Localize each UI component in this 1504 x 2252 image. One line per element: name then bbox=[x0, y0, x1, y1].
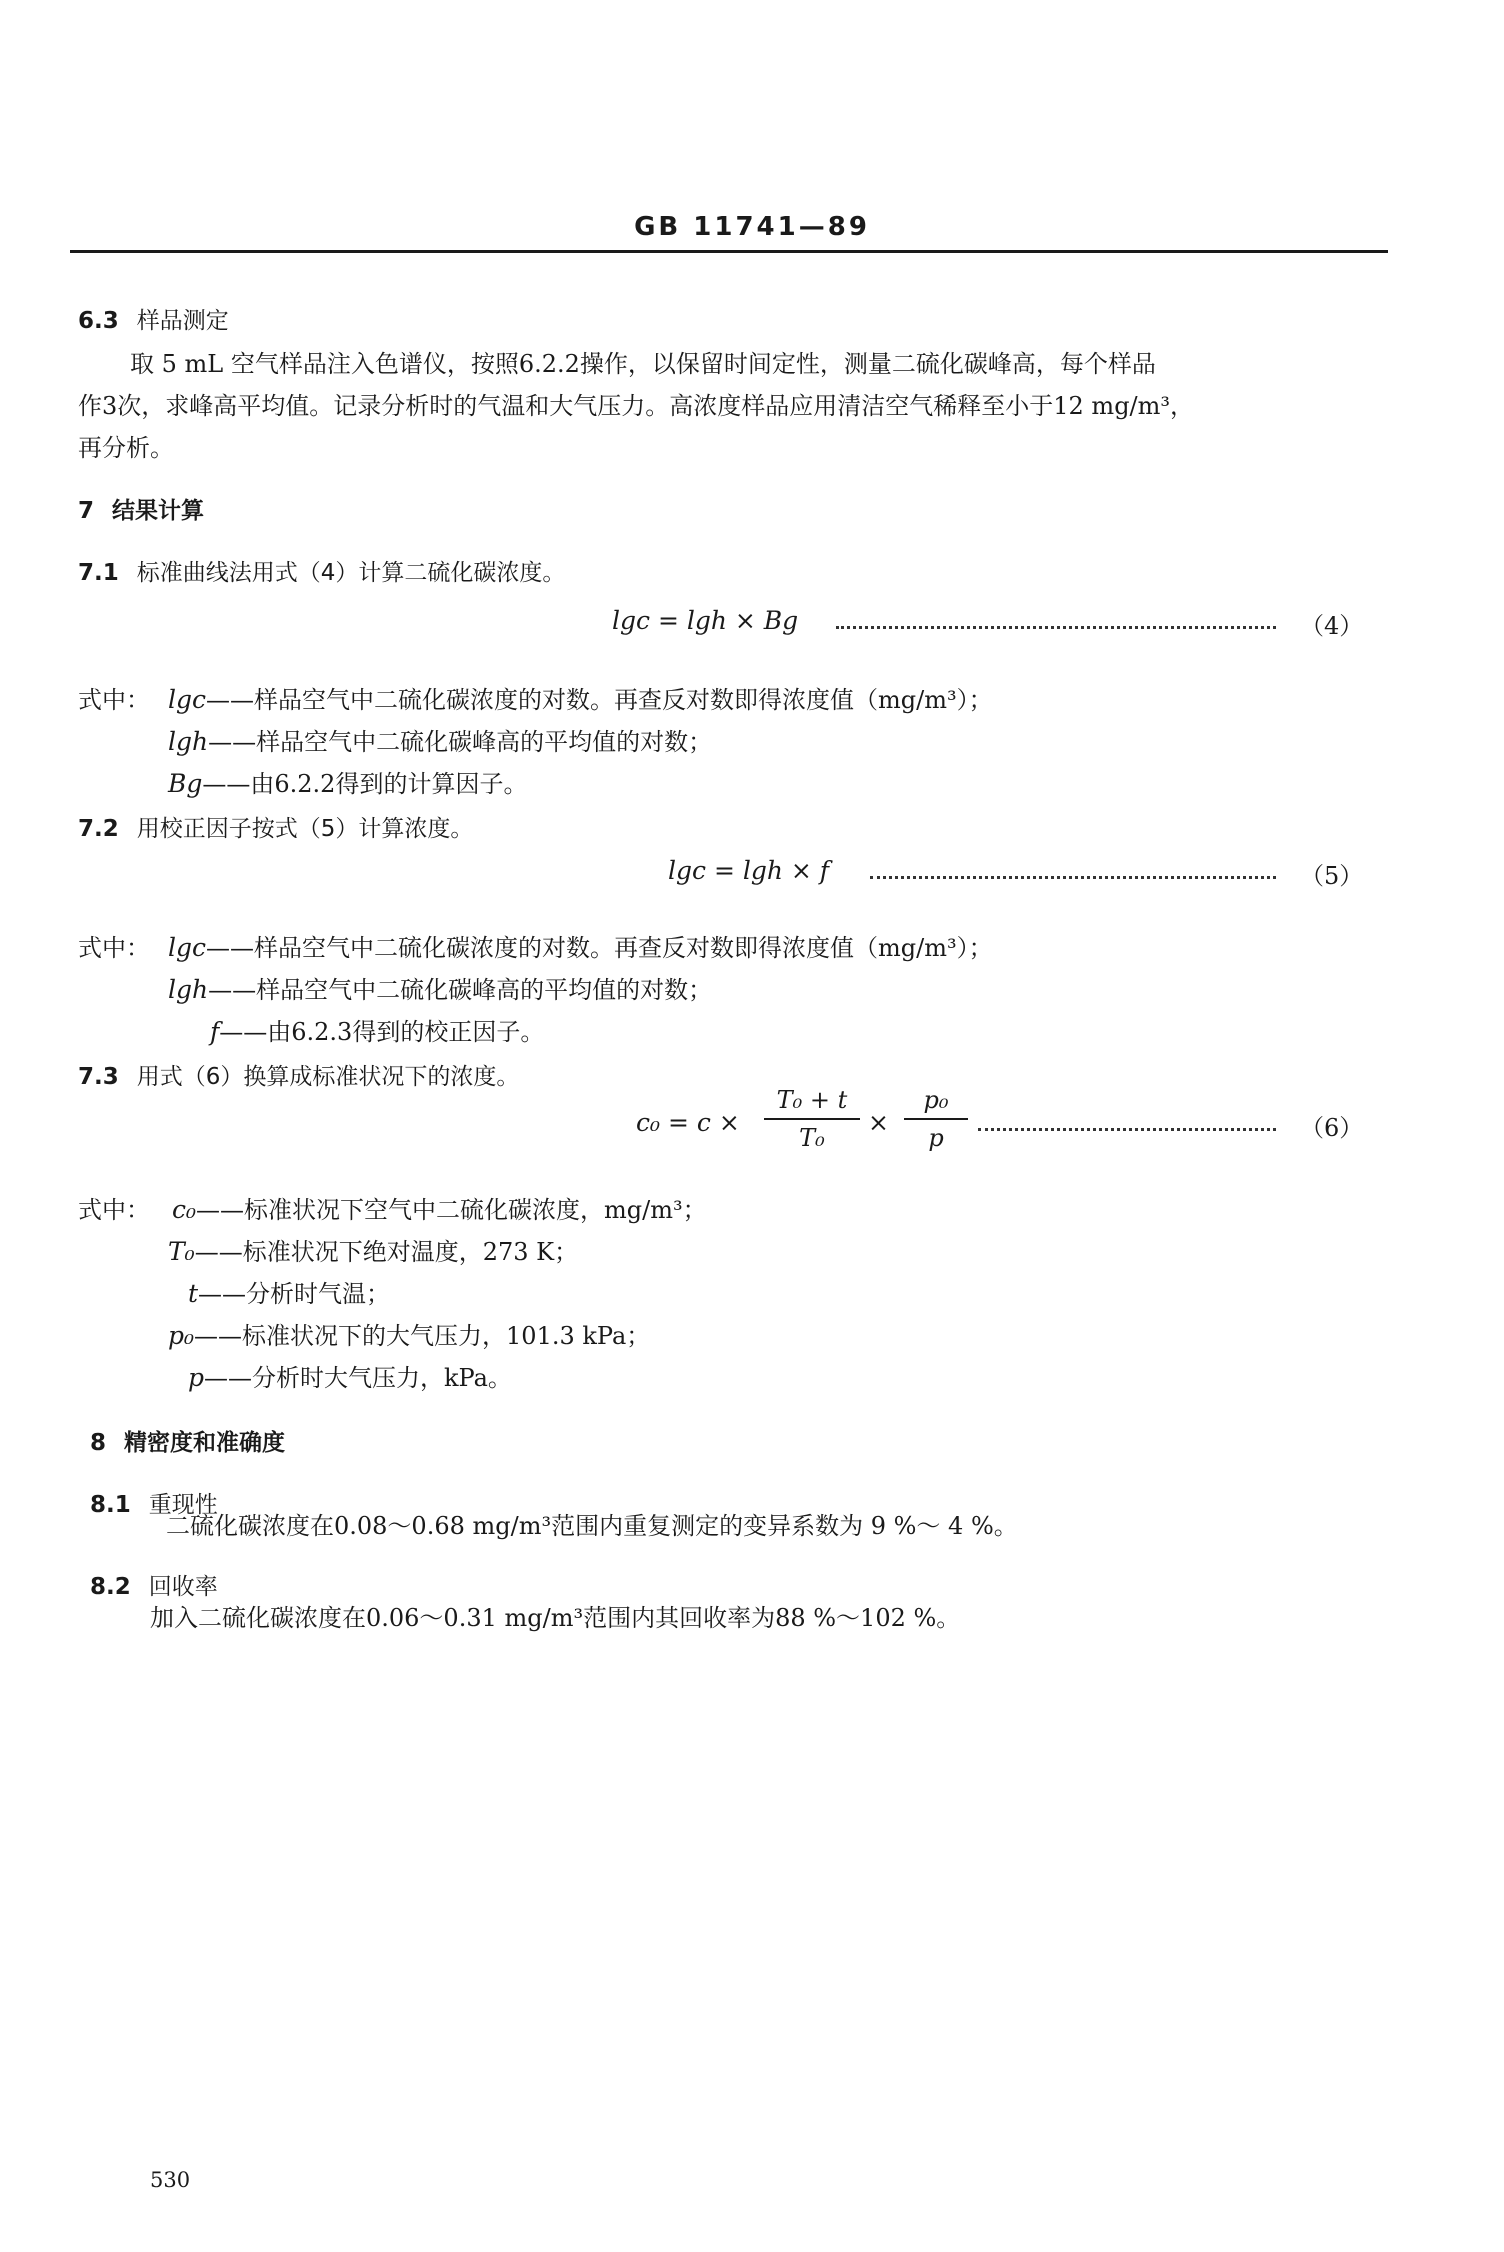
definition-row bbox=[168, 928, 993, 963]
section-number: 6.3 bbox=[78, 308, 119, 334]
definition-symbol: T₀ bbox=[168, 1237, 195, 1266]
where-label: 式中： bbox=[78, 1196, 150, 1224]
times-sign: × bbox=[868, 1108, 889, 1137]
section-number: 7.2 bbox=[78, 816, 119, 842]
definition-symbol: lgh bbox=[168, 975, 209, 1004]
fraction-temperature bbox=[764, 1086, 860, 1152]
section-title: 重现性 bbox=[148, 1492, 218, 1518]
definition-symbol: p₀ bbox=[168, 1321, 195, 1350]
definition-symbol: lgc bbox=[168, 685, 207, 714]
section-number: 7 bbox=[78, 498, 95, 524]
definition-text: ——标准状况下绝对温度，273 K； bbox=[194, 1238, 579, 1266]
section-number: 7.1 bbox=[78, 560, 119, 586]
section-6-3-heading bbox=[78, 302, 229, 335]
definition-row bbox=[168, 722, 712, 757]
section-title: 用校正因子按式（5）计算浓度。 bbox=[136, 816, 474, 842]
definition-row bbox=[168, 1232, 578, 1267]
paragraph-line: 取 5 mL 空气样品注入色谱仪，按照6.2.2操作，以保留时间定性，测量二硫化碳峰高，每个样品 bbox=[130, 350, 1156, 378]
equation-6-lhs: c₀ = c × bbox=[636, 1108, 740, 1137]
section-number: 8 bbox=[90, 1430, 107, 1456]
definition-row bbox=[168, 970, 712, 1005]
section-7-heading bbox=[78, 492, 204, 525]
section-7-1-heading bbox=[78, 554, 565, 587]
section-title: 用式（6）换算成标准状况下的浓度。 bbox=[136, 1064, 520, 1090]
definition-symbol: lgc bbox=[168, 933, 207, 962]
leader-dots bbox=[870, 876, 1276, 879]
definition-symbol: lgh bbox=[168, 727, 209, 756]
section-title: 结果计算 bbox=[112, 498, 205, 524]
standard-header: GB 11741—89 bbox=[634, 212, 870, 242]
definition-row bbox=[172, 1190, 707, 1225]
definition-text: ——样品空气中二硫化碳浓度的对数。再查反对数即得浓度值（mg/m³）； bbox=[206, 686, 993, 714]
definition-symbol: Bg bbox=[168, 769, 203, 798]
definition-symbol: c₀ bbox=[172, 1195, 197, 1224]
definition-text: ——标准状况下的大气压力，101.3 kPa； bbox=[194, 1322, 651, 1350]
equation-tag: （4） bbox=[1300, 612, 1364, 640]
section-title: 精密度和准确度 bbox=[124, 1430, 286, 1456]
definition-text: ——样品空气中二硫化碳峰高的平均值的对数； bbox=[208, 976, 713, 1004]
paragraph-line: 加入二硫化碳浓度在0.06～0.31 mg/m³范围内其回收率为88 %～102 %。 bbox=[150, 1604, 961, 1632]
leader-dots bbox=[978, 1128, 1276, 1131]
fraction-numerator: p₀ bbox=[923, 1086, 949, 1114]
fraction-denominator: T₀ bbox=[799, 1124, 825, 1152]
fraction-bar bbox=[904, 1118, 968, 1120]
definition-text: ——样品空气中二硫化碳峰高的平均值的对数； bbox=[208, 728, 713, 756]
section-8-heading bbox=[90, 1424, 285, 1457]
equation-4: lgc = lgh × Bg bbox=[612, 606, 799, 635]
fraction-denominator: p bbox=[928, 1124, 944, 1152]
section-number: 8.1 bbox=[90, 1492, 131, 1518]
definition-text: ——分析时大气压力，kPa。 bbox=[204, 1364, 512, 1392]
section-7-3-heading bbox=[78, 1058, 519, 1091]
definition-row bbox=[188, 1358, 512, 1393]
section-title: 标准曲线法用式（4）计算二硫化碳浓度。 bbox=[136, 560, 566, 586]
definition-text: ——分析时气温； bbox=[198, 1280, 391, 1308]
page-number: 530 bbox=[150, 2168, 191, 2192]
definition-row bbox=[188, 1274, 390, 1309]
leader-dots bbox=[836, 626, 1276, 629]
definition-row bbox=[168, 1316, 650, 1351]
definition-row bbox=[168, 764, 527, 799]
definition-text: ——标准状况下空气中二硫化碳浓度，mg/m³； bbox=[196, 1196, 707, 1224]
section-8-2-heading bbox=[90, 1568, 218, 1601]
definition-text: ——由6.2.3得到的校正因子。 bbox=[219, 1018, 545, 1046]
section-number: 8.2 bbox=[90, 1574, 131, 1600]
equation-5: lgc = lgh × f bbox=[668, 856, 830, 885]
definition-symbol: p bbox=[188, 1363, 205, 1392]
equation-tag: （6） bbox=[1300, 1114, 1364, 1142]
definition-symbol: t bbox=[188, 1279, 199, 1308]
section-title: 样品测定 bbox=[136, 308, 229, 334]
paragraph-line: 二硫化碳浓度在0.08～0.68 mg/m³范围内重复测定的变异系数为 9 %～ 4 %。 bbox=[166, 1512, 1018, 1540]
fraction-numerator: T₀ + t bbox=[776, 1086, 848, 1114]
where-label: 式中： bbox=[78, 686, 150, 714]
definition-row bbox=[168, 680, 993, 715]
definition-text: ——由6.2.2得到的计算因子。 bbox=[202, 770, 528, 798]
paragraph-line: 再分析。 bbox=[78, 434, 174, 462]
definition-symbol: f bbox=[210, 1017, 220, 1046]
section-number: 7.3 bbox=[78, 1064, 119, 1090]
section-7-2-heading bbox=[78, 810, 473, 843]
paragraph-line: 作3次，求峰高平均值。记录分析时的气温和大气压力。高浓度样品应用清洁空气稀释至小于12 mg/m³， bbox=[78, 392, 1195, 420]
equation-tag: （5） bbox=[1300, 862, 1364, 890]
header-rule bbox=[70, 250, 1388, 253]
section-title: 回收率 bbox=[148, 1574, 218, 1600]
fraction-bar bbox=[764, 1118, 860, 1120]
definition-text: ——样品空气中二硫化碳浓度的对数。再查反对数即得浓度值（mg/m³）； bbox=[206, 934, 993, 962]
fraction-pressure bbox=[904, 1086, 968, 1152]
where-label: 式中： bbox=[78, 934, 150, 962]
definition-row bbox=[210, 1012, 544, 1047]
